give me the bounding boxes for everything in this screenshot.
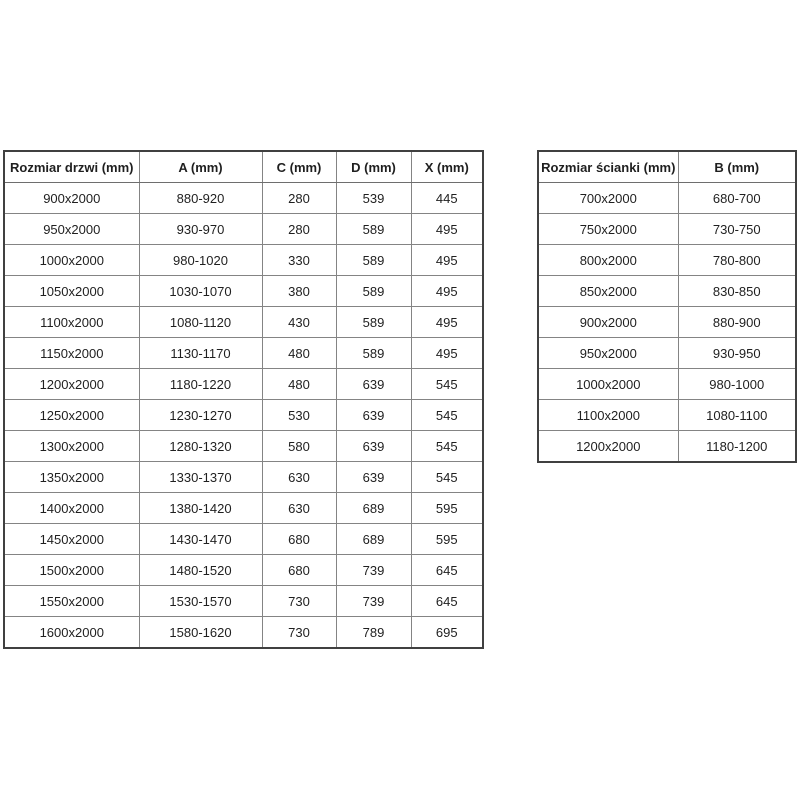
column-header: X (mm) [411, 151, 483, 183]
table-cell: 495 [411, 276, 483, 307]
table-row [4, 214, 483, 245]
table-cell: 545 [411, 369, 483, 400]
table-cell: 680-700 [678, 183, 796, 214]
table-cell: 730 [262, 617, 336, 649]
table-cell: 800x2000 [538, 245, 678, 276]
table-cell: 1550x2000 [4, 586, 139, 617]
table-cell: 739 [336, 586, 411, 617]
table-row [4, 524, 483, 555]
table-row [538, 183, 796, 214]
table-cell: 880-900 [678, 307, 796, 338]
table-cell: 980-1020 [139, 245, 262, 276]
table-row [4, 245, 483, 276]
column-header: Rozmiar drzwi (mm) [4, 151, 139, 183]
table-cell: 830-850 [678, 276, 796, 307]
table-cell: 545 [411, 400, 483, 431]
table-cell: 730-750 [678, 214, 796, 245]
table-cell: 1000x2000 [4, 245, 139, 276]
table-cell: 1030-1070 [139, 276, 262, 307]
header-row [4, 151, 483, 183]
table-cell: 639 [336, 462, 411, 493]
table-cell: 680 [262, 555, 336, 586]
table-cell: 1200x2000 [4, 369, 139, 400]
table-row [4, 555, 483, 586]
table-cell: 280 [262, 183, 336, 214]
table-cell: 445 [411, 183, 483, 214]
table-cell: 639 [336, 369, 411, 400]
table-cell: 480 [262, 369, 336, 400]
table-row [4, 493, 483, 524]
door-size-table [3, 150, 484, 649]
table-cell: 695 [411, 617, 483, 649]
table-cell: 1380-1420 [139, 493, 262, 524]
table-cell: 1430-1470 [139, 524, 262, 555]
table-cell: 589 [336, 276, 411, 307]
table-cell: 1480-1520 [139, 555, 262, 586]
table-cell: 689 [336, 524, 411, 555]
table-cell: 545 [411, 462, 483, 493]
table-row [538, 369, 796, 400]
table-cell: 545 [411, 431, 483, 462]
table-cell: 1050x2000 [4, 276, 139, 307]
column-header: B (mm) [678, 151, 796, 183]
table-row [4, 431, 483, 462]
table-cell: 530 [262, 400, 336, 431]
table-row [4, 462, 483, 493]
header-row [538, 151, 796, 183]
table-cell: 645 [411, 586, 483, 617]
table-row [538, 307, 796, 338]
table-cell: 1080-1120 [139, 307, 262, 338]
table-cell: 430 [262, 307, 336, 338]
table-cell: 645 [411, 555, 483, 586]
table-cell: 495 [411, 214, 483, 245]
table-row [4, 586, 483, 617]
table-cell: 639 [336, 431, 411, 462]
table-cell: 1180-1200 [678, 431, 796, 463]
table-cell: 850x2000 [538, 276, 678, 307]
table-cell: 700x2000 [538, 183, 678, 214]
table-cell: 1400x2000 [4, 493, 139, 524]
table-cell: 1280-1320 [139, 431, 262, 462]
table-cell: 1330-1370 [139, 462, 262, 493]
table-cell: 789 [336, 617, 411, 649]
table-row [4, 183, 483, 214]
table-cell: 595 [411, 524, 483, 555]
column-header: C (mm) [262, 151, 336, 183]
table-cell: 950x2000 [4, 214, 139, 245]
table-row [538, 276, 796, 307]
table-cell: 1230-1270 [139, 400, 262, 431]
table-cell: 589 [336, 245, 411, 276]
table-cell: 280 [262, 214, 336, 245]
table-cell: 595 [411, 493, 483, 524]
column-header: A (mm) [139, 151, 262, 183]
table-row [538, 400, 796, 431]
table-cell: 1100x2000 [538, 400, 678, 431]
table-row [4, 617, 483, 649]
table-cell: 1000x2000 [538, 369, 678, 400]
table-cell: 950x2000 [538, 338, 678, 369]
table-cell: 330 [262, 245, 336, 276]
table-row [538, 431, 796, 463]
table-cell: 1530-1570 [139, 586, 262, 617]
table-cell: 739 [336, 555, 411, 586]
column-header: Rozmiar ścianki (mm) [538, 151, 678, 183]
table-cell: 750x2000 [538, 214, 678, 245]
table-row [4, 369, 483, 400]
table-row [4, 276, 483, 307]
table-row [538, 214, 796, 245]
table-row [4, 400, 483, 431]
table-cell: 680 [262, 524, 336, 555]
table-cell: 1200x2000 [538, 431, 678, 463]
table-cell: 380 [262, 276, 336, 307]
table-cell: 589 [336, 307, 411, 338]
table-row [538, 338, 796, 369]
table-cell: 495 [411, 245, 483, 276]
wall-panel-size-table [537, 150, 797, 463]
table-cell: 930-970 [139, 214, 262, 245]
table-cell: 1300x2000 [4, 431, 139, 462]
table-cell: 1600x2000 [4, 617, 139, 649]
table-row [4, 307, 483, 338]
table-cell: 1180-1220 [139, 369, 262, 400]
table-cell: 580 [262, 431, 336, 462]
table-cell: 900x2000 [538, 307, 678, 338]
table-row [538, 245, 796, 276]
table-cell: 480 [262, 338, 336, 369]
table-cell: 539 [336, 183, 411, 214]
table-cell: 880-920 [139, 183, 262, 214]
table-cell: 589 [336, 338, 411, 369]
table-cell: 780-800 [678, 245, 796, 276]
column-header: D (mm) [336, 151, 411, 183]
table-cell: 900x2000 [4, 183, 139, 214]
table-cell: 589 [336, 214, 411, 245]
table-cell: 495 [411, 307, 483, 338]
table-cell: 639 [336, 400, 411, 431]
table-cell: 495 [411, 338, 483, 369]
table-cell: 1500x2000 [4, 555, 139, 586]
table-cell: 1150x2000 [4, 338, 139, 369]
table-cell: 1450x2000 [4, 524, 139, 555]
table-cell: 1080-1100 [678, 400, 796, 431]
table-cell: 930-950 [678, 338, 796, 369]
table-cell: 1580-1620 [139, 617, 262, 649]
table-row [4, 338, 483, 369]
table-cell: 1350x2000 [4, 462, 139, 493]
table-cell: 1130-1170 [139, 338, 262, 369]
table-cell: 630 [262, 462, 336, 493]
table-cell: 980-1000 [678, 369, 796, 400]
table-cell: 689 [336, 493, 411, 524]
table-cell: 1100x2000 [4, 307, 139, 338]
table-cell: 730 [262, 586, 336, 617]
table-cell: 1250x2000 [4, 400, 139, 431]
table-cell: 630 [262, 493, 336, 524]
